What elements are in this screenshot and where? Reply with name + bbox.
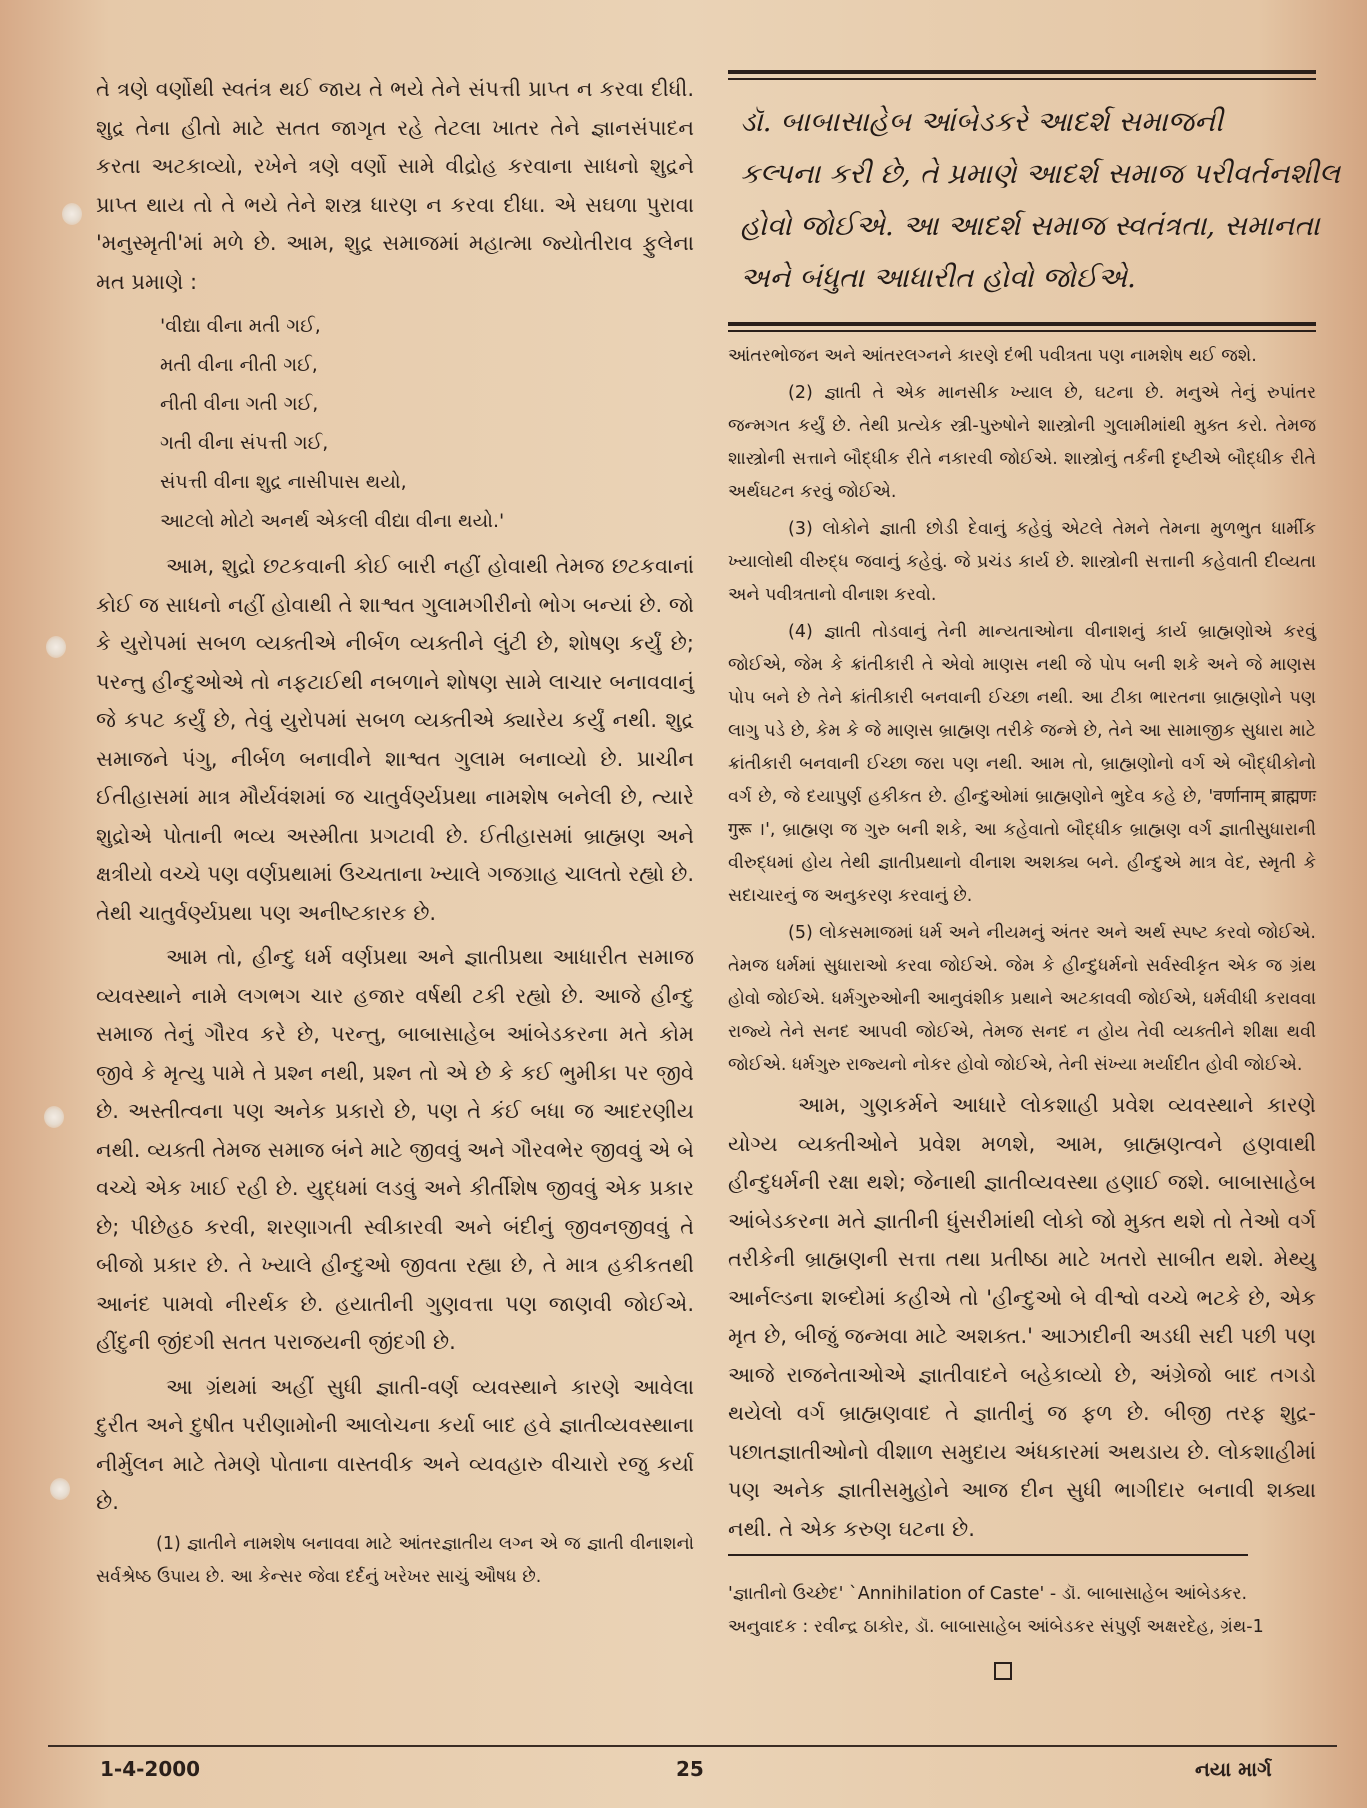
right-paragraph-4: (4) જ્ઞાતી તોડવાનું તેની માન્યતાઓના વીનાશનું કાર્ય બ્રાહ્મણોએ કરવું જોઈએ, જેમ કે ક્રાંતીકારી તે એવો માણસ નથી જે પોપ બની શકે અને જે માણસ પોપ બને છે તેને ક્રાંતીકારી બનવાની ઈચ્છા નથી. આ ટીકા ભારતના બ્રાહ્મણોને પણ લાગુ પડે છે, કેમ કે જે માણસ બ્રાહ્મણ તરીકે જન્મે છે, તેને આ સામાજીક સુધારા માટે ક્રાંતીકારી બનવાની ઈચ્છા જરા પણ નથી. આમ તો, બ્રાહ્મણોનો વર્ગ એ બૌદ્ધીકોનો વર્ગ છે, જે દયાપુર્ણ હકીકત છે. હીન્દુઓમાં બ્રાહ્મણોને ભુદેવ કહે છે, 'वर्णानाम् ब्राह्मणः गुरू ।', બ્રાહ્મણ જ ગુરુ બની શકે, આ કહેવાતો બૌદ્ધીક બ્રાહ્મણ વર્ગ જ્ઞાતીસુધારાની વીરુદ્ધમાં હોય તેથી જ્ઞાતીપ્રથાનો વીનાશ અશક્ય બને. હીન્દુએ માત્ર વેદ, સ્મૃતી કે સદાચારનું જ અનુકરણ કરવાનું છે. bbox=[728, 622, 1316, 906]
verse-block bbox=[160, 307, 694, 541]
left-paragraph-5: (1) જ્ઞાતીને નામશેષ બનાવવા માટે આંતરજ્ઞાતીય લગ્ન એ જ જ્ઞાતી વીનાશનો સર્વશ્રેષ્ઠ ઉપાય છે. આ કેન્સર જેવા દર્દનું ખરેખર સાચું ઔષધ છે. bbox=[96, 1533, 694, 1587]
right-paragraph-2: (2) જ્ઞાતી તે એક માનસીક ખ્યાલ છે, ઘટના છે. મનુએ તેનું રુપાંતર જન્મગત કર્યું છે. તેથી પ્રત્યેક સ્ત્રી-પુરુષોને શાસ્ત્રોની ગુલામીમાંથી મુક્ત કરો. તેમજ શાસ્ત્રોની સત્તાને બૌદ્ધીક રીતે નકારવી જોઈએ. શાસ્ત્રોનું તર્કની દૃષ્ટીએ બૌદ્ધીક રીતે અર્થઘટન કરવું જોઈએ. bbox=[728, 383, 1316, 502]
verse-line: આટલો મોટો અનર્થ એકલી વીદ્યા વીના થયો.' bbox=[160, 510, 505, 532]
punch-hole bbox=[44, 1106, 64, 1128]
right-paragraph-3: (3) લોકોને જ્ઞાતી છોડી દેવાનું કહેવું એટલે તેમને તેમના મુળભુત ધાર્મીક ખ્યાલોથી વીરુદ્ધ જવાનું કહેવું. જે પ્રચંડ કાર્ય છે. શાસ્ત્રોની સત્તાની કહેવાતી દીવ્યતા અને પવીત્રતાનો વીનાશ કરવો. bbox=[728, 519, 1316, 605]
verse-line: 'વીદ્યા વીના મતી ગઈ, bbox=[160, 315, 321, 337]
end-of-article-mark bbox=[994, 1662, 1012, 1680]
left-paragraph-3: આમ તો, હીન્દુ ધર્મ વર્ણપ્રથા અને જ્ઞાતીપ્રથા આધારીત સમાજ વ્યવસ્થાને નામે લગભગ ચાર હજાર વર્ષથી ટકી રહ્યો છે. આજે હીન્દુ સમાજ તેનું ગૌરવ કરે છે, પરન્તુ, બાબાસાહેબ આંબેડકરના મતે કોમ જીવે કે મૃત્યુ પામે તે પ્રશ્ન નથી, પ્રશ્ન તો એ છે કે કઈ ભુમીકા પર જીવે છે. અસ્તીત્વના પણ અનેક પ્રકારો છે, પણ તે કંઈ બધા જ આદરણીય નથી. વ્યક્તી તેમજ સમાજ બંને માટે જીવવું અને ગૌરવભેર જીવવું એ બે વચ્ચે એક ખાઈ રહી છે. યુદ્ધમાં લડવું અને કીર્તીશેષ જીવવું એક પ્રકાર છે; પીછેહઠ કરવી, શરણાગતી સ્વીકારવી અને બંદીનું જીવનજીવવું તે બીજો પ્રકાર છે. તે ખ્યાલે હીન્દુઓ જીવતા રહ્યા છે, તે માત્ર હકીકતથી આનંદ પામવો નીરર્થક છે. હયાતીની ગુણવત્તા પણ જાણવી જોઈએ. હીંદુની જીંદગી સતત પરાજયની જીંદગી છે. bbox=[96, 945, 694, 1354]
verse-line: સંપત્તી વીના શુદ્ર નાસીપાસ થયો, bbox=[160, 471, 407, 493]
pull-quote-line: અને બંધુતા આધારીત હોવો જોઈએ. bbox=[740, 261, 1136, 294]
punch-hole bbox=[50, 1478, 70, 1500]
left-paragraph-2: આમ, શુદ્રો છટકવાની કોઈ બારી નહીં હોવાથી તેમજ છટકવાનાં કોઈ જ સાધનો નહીં હોવાથી તે શાશ્વત ગુલામગીરીનો ભોગ બન્યાં છે. જો કે યુરોપમાં સબળ વ્યક્તીએ નીર્બળ વ્યક્તીને લુંટી છે, શોષણ કર્યું છે; પરન્તુ હીન્દુઓએ તો નફટાઈથી નબળાને શોષણ સામે લાચાર બનાવવાનું જે કપટ કર્યું છે, તેવું યુરોપમાં સબળ વ્યક્તીએ ક્યારેય કર્યું નથી. શુદ્ર સમાજને પંગુ, નીર્બળ બનાવીને શાશ્વત ગુલામ બનાવ્યો છે. પ્રાચીન ઈતીહાસમાં માત્ર મૌર્યવંશમાં જ ચાતુર્વર્ણ્યપ્રથા નામશેષ બનેલી છે, ત્યારે શુદ્રોએ પોતાની ભવ્ય અસ્મીતા પ્રગટાવી છે. ઈતીહાસમાં બ્રાહ્મણ અને ક્ષત્રીયો વચ્ચે પણ વર્ણપ્રથામાં ઉચ્ચતાના ખ્યાલે ગજગ્રાહ ચાલતો રહ્યો છે. તેથી ચાતુર્વર્ણ્યપ્રથા પણ અનીષ્ટકારક છે. bbox=[96, 554, 694, 925]
right-paragraph-1: આંતરભોજન અને આંતરલગ્નને કારણે દંભી પવીત્રતા પણ નામશેષ થઈ જશે. bbox=[728, 346, 1257, 366]
magazine-name: નયા માર્ગ bbox=[1195, 1757, 1272, 1781]
verse-line: મતી વીના નીતી ગઈ, bbox=[160, 354, 318, 376]
punch-hole bbox=[46, 636, 66, 658]
right-column bbox=[728, 70, 1341, 1680]
pull-quote-top-rule bbox=[728, 70, 1316, 74]
pull-quote-bottom-rule-thin bbox=[728, 330, 1316, 332]
pull-quote-line: ડૉ. બાબાસાહેબ આંબેડકરે આદર્શ સમાજની bbox=[740, 105, 1223, 138]
pull-quote-text bbox=[728, 80, 1341, 322]
pull-quote-bottom-rule bbox=[728, 322, 1316, 326]
left-paragraph-1: તે ત્રણે વર્ણોથી સ્વતંત્ર થઈ જાય તે ભયે તેને સંપત્તી પ્રાપ્ત ન કરવા દીધી. શુદ્ર તેના હીતો માટે સતત જાગૃત રહે તેટલા ખાતર તેને જ્ઞાનસંપાદન કરતા અટકાવ્યો, રખેને ત્રણે વર્ણો સામે વીદ્રોહ કરવાના સાધનો શુદ્રને પ્રાપ્ત થાય તો તે ભયે તેને શસ્ત્ર ધારણ ન કરવા દીધા. એ સઘળા પુરાવા 'મનુસ્મૃતી'માં મળે છે. આમ, શુદ્ર સમાજમાં મહાત્મા જ્યોતીરાવ ફુલેના મત પ્રમાણે : bbox=[96, 77, 694, 294]
right-paragraph-6: આમ, ગુણકર્મને આધારે લોકશાહી પ્રવેશ વ્યવસ્થાને કારણે યોગ્ય વ્યક્તીઓને પ્રવેશ મળશે, આમ, બ્રાહ્મણત્વને હણવાથી હીન્દુધર્મની રક્ષા થશે; જેનાથી જ્ઞાતીવ્યવસ્થા હણાઈ જશે. બાબાસાહેબ આંબેડકરના મતે જ્ઞાતીની ધુંસરીમાંથી લોકો જો મુક્ત થશે તો તેઓ વર્ગ તરીકેની બ્રાહ્મણની સત્તા તથા પ્રતીષ્ઠા માટે ખતરો સાબીત થશે. મેથ્યુ આર્નલ્ડના શબ્દોમાં કહીએ તો 'હીન્દુઓ બે વીશ્વો વચ્ચે ભટકે છે, એક મૃત છે, બીજું જન્મવા માટે અશક્ત.' આઝાદીની અડધી સદી પછી પણ આજે રાજનેતાઓએ જ્ઞાતીવાદને બહેકાવ્યો છે, અંગ્રેજો બાદ તગડો થયેલો વર્ગ બ્રાહ્મણવાદ તે જ્ઞાતીનું જ ફળ છે. બીજી તરફ શુદ્ર-પછાતજ્ઞાતીઓનો વીશાળ સમુદાય અંધકારમાં અથડાય છે. લોકશાહીમાં પણ અનેક જ્ઞાતીસમુહોને આજ દીન સુધી ભાગીદાર બનાવી શક્યા નથી. તે એક કરુણ ઘટના છે. bbox=[728, 1093, 1316, 1541]
pull-quote bbox=[728, 70, 1341, 332]
footer-date: 1-4-2000 bbox=[100, 1757, 201, 1781]
verse-line: નીતી વીના ગતી ગઈ, bbox=[160, 393, 319, 415]
page-number: 25 bbox=[676, 1757, 704, 1781]
verse-line: ગતી વીના સંપત્તી ગઈ, bbox=[160, 432, 329, 454]
left-paragraph-4: આ ગ્રંથમાં અહીં સુધી જ્ઞાતી-વર્ણ વ્યવસ્થાને કારણે આવેલા દુરીત અને દુષીત પરીણામોની આલોચના કર્યા બાદ હવે જ્ઞાતીવ્યવસ્થાના નીર્મુલન માટે તેમણે પોતાના વાસ્તવીક અને વ્યવહારુ વીચારો રજુ કર્યા છે. bbox=[96, 1374, 694, 1514]
punch-hole bbox=[62, 203, 82, 225]
pull-quote-line: કલ્પના કરી છે, તે પ્રમાણે આદર્શ સમાજ પરીવર્તનશીલ bbox=[740, 157, 1341, 190]
footer-rule bbox=[48, 1745, 1337, 1747]
reference-rule bbox=[728, 1554, 1248, 1556]
pull-quote-line: હોવો જોઈએ. આ આદર્શ સમાજ સ્વતંત્રતા, સમાનતા bbox=[740, 209, 1320, 242]
left-column bbox=[96, 70, 694, 1598]
reference-note: 'જ્ઞાતીનો ઉચ્છેદ' `Annihilation of Caste' - ડૉ. બાબાસાહેબ આંબેડકર. અનુવાદક : રવીન્દ્ર ઠાકોર, ડૉ. બાબાસાહેબ આંબેડકર સંપુર્ણ અક્ષરદેહ, ગ્રંથ-1 bbox=[728, 1584, 1264, 1637]
right-paragraph-5: (5) લોકસમાજમાં ધર્મ અને નીયમનું અંતર અને અર્થ સ્પષ્ટ કરવો જોઈએ. તેમજ ધર્મમાં સુધારાઓ કરવા જોઈએ. જેમ કે હીન્દુધર્મનો સર્વસ્વીકૃત એક જ ગ્રંથ હોવો જોઈએ. ધર્મગુરુઓની આનુવંશીક પ્રથાને અટકાવવી જોઈએ, ધર્મવીધી કરાવવા રાજ્યે તેને સનદ આપવી જોઈએ, તેમજ સનદ ન હોય તેવી વ્યક્તીને શીક્ષા થવી જોઈએ. ધર્મગુરુ રાજ્યનો નોકર હોવો જોઈએ, તેની સંખ્યા મર્યાદીત હોવી જોઈએ. bbox=[728, 923, 1316, 1075]
